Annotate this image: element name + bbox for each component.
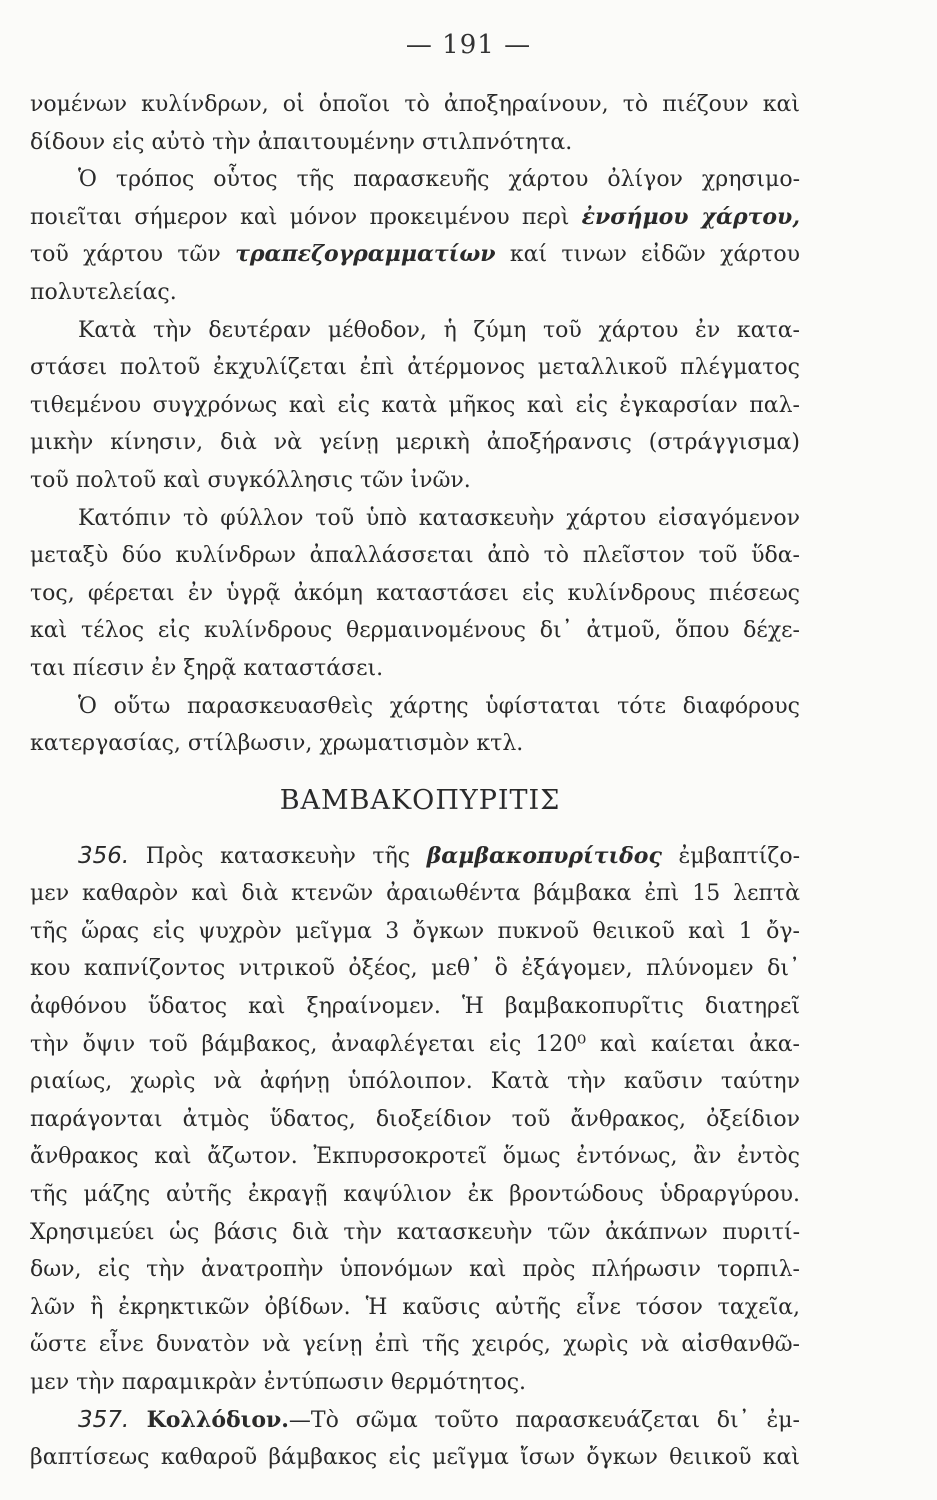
emphasis: βαμβακοπυρίτιδος [426,842,662,869]
item-number: 357. [78,1406,130,1433]
text-line: τῆς ὥρας εἰς ψυχρὸν μεῖγμα 3 ὄγκων πυκνοῦ θειικοῦ καὶ 1 ὄγ- [30,918,800,944]
text-line: μεν καθαρὸν καὶ διὰ κτενῶν ἀραιωθέντα βάμβακα ἐπὶ 15 λεπτὰ [30,881,800,907]
text-line: τῆς μάζης αὐτῆς ἐκραγῇ καψύλιον ἐκ βροντώδους ὑδραργύρου. [30,1182,800,1208]
text-line: ποιεῖται σήμερον καὶ μόνον προκειμένου περὶ ἐνσήμου χάρτου, [30,203,800,230]
text-line: νομένων κυλίνδρων, οἱ ὁποῖοι τὸ ἀποξηραίνουν, τὸ πιέζουν καὶ [30,92,800,117]
text-line: μεν τὴν παραμικρὰν ἐντύπωσιν θερμότητος. [30,1370,527,1395]
text-line: Κατὰ τὴν δευτέραν μέθοδον, ἡ ζύμη τοῦ χάρτου ἐν κατα- [78,317,800,343]
emphasis: ἐνσήμου χάρτου, [581,203,800,230]
text-line: ὥστε εἶνε δυνατὸν νὰ γείνῃ ἐπὶ τῆς χειρός, χωρὶς νὰ αἰσθανθῶ- [30,1332,800,1358]
text-line: 357. Κολλόδιον.—Τὸ σῶμα τοῦτο παρασκευάζεται δι᾿ ἐμ- [78,1406,800,1433]
emphasis: τραπεζογραμματίων [235,241,496,268]
item-number: 356. [78,842,130,869]
text-line: τοῦ χάρτου τῶν τραπεζογραμματίων καί τινων εἰδῶν χάρτου [30,241,800,268]
text-line: 356. Πρὸς κατασκευὴν τῆς βαμβακοπυρίτιδος ἐμβαπτίζο- [78,842,800,869]
text-line: ἄνθρακος καὶ ἄζωτον. Ἐκπυρσοκροτεῖ ὅμως ἐντόνως, ἂν ἐντὸς [30,1144,800,1170]
section-title: ΒΑΜΒΑΚΟΠΥΡΙΤΙΣ [279,784,561,816]
text-line: δίδουν εἰς αὐτὸ τὴν ἀπαιτουμένην στιλπνότητα. [30,129,573,155]
text-line: Ὁ οὕτω παρασκευασθεὶς χάρτης ὑφίσταται τότε διαφόρους [78,693,800,719]
page-number: — 191 — [405,30,532,60]
text-line: ται πίεσιν ἐν ξηρᾷ καταστάσει. [30,655,384,681]
body-text [30,86,800,1477]
text-line: δων, εἰς τὴν ἀνατροπὴν ὑπονόμων καὶ πρὸς πλήρωσιν τορπιλ- [30,1257,800,1283]
text-line: μεταξὺ δύο κυλίνδρων ἀπαλλάσσεται ἀπὸ τὸ πλεῖστον τοῦ ὕδα- [30,543,800,569]
text-line: παράγονται ἀτμὸς ὕδατος, διοξείδιον τοῦ ἄνθρακος, ὀξείδιον [30,1106,800,1132]
text-line: Κατόπιν τὸ φύλλον τοῦ ὑπὸ κατασκευὴν χάρτου εἰσαγόμενον [78,505,800,531]
text-line: βαπτίσεως καθαροῦ βάμβακος εἰς μεῖγμα ἴσων ὄγκων θειικοῦ καὶ [30,1445,800,1471]
text-line: Χρησιμεύει ὡς βάσις διὰ τὴν κατασκευὴν τῶν ἀκάπνων πυριτί- [30,1219,800,1245]
item-title: Κολλόδιον. [129,1406,289,1433]
text-line: τὴν ὄψιν τοῦ βάμβακος, ἀναφλέγεται εἰς 120⁰ καὶ καίεται ἀκα- [30,1031,800,1057]
text-line: στάσει πολτοῦ ἐκχυλίζεται ἐπὶ ἀτέρμονος μεταλλικοῦ πλέγματος [30,355,800,381]
text-line: πολυτελείας. [30,279,177,305]
text-line: τοῦ πολτοῦ καὶ συγκόλλησις τῶν ἰνῶν. [30,467,471,493]
text-line: ριαίως, χωρὶς νὰ ἀφήνῃ ὑπόλοιπον. Κατὰ τὴν καῦσιν ταύτην [30,1069,800,1095]
text-line: κατεργασίας, στίλβωσιν, χρωματισμὸν κτλ. [30,731,524,757]
text-line: μικὴν κίνησιν, διὰ νὰ γείνῃ μερικὴ ἀποξήρανσις (στράγγισμα) [30,430,800,456]
text-line: λῶν ἢ ἐκρηκτικῶν ὀβίδων. Ἡ καῦσις αὐτῆς εἶνε τόσον ταχεῖα, [30,1294,800,1320]
text-line: ἀφθόνου ὕδατος καὶ ξηραίνομεν. Ἡ βαμβακοπυρῖτις διατηρεῖ [30,994,800,1020]
text-line: κου καπνίζοντος νιτρικοῦ ὀξέος, μεθ᾿ ὃ ἐξάγομεν, πλύνομεν δι᾿ [30,956,800,982]
text-line: καὶ τέλος εἰς κυλίνδρους θερμαινομένους δι᾿ ἀτμοῦ, ὅπου δέχε- [30,618,800,644]
text-line: Ὁ τρόπος οὗτος τῆς παρασκευῆς χάρτου ὀλίγον χρησιμο- [78,167,800,193]
text-line: τος, φέρεται ἐν ὑγρᾷ ἀκόμη καταστάσει εἰς κυλίνδρους πιέσεως [30,580,800,606]
text-line: τιθεμένου συγχρόνως καὶ εἰς κατὰ μῆκος καὶ εἰς ἐγκαρσίαν παλ- [30,392,800,418]
